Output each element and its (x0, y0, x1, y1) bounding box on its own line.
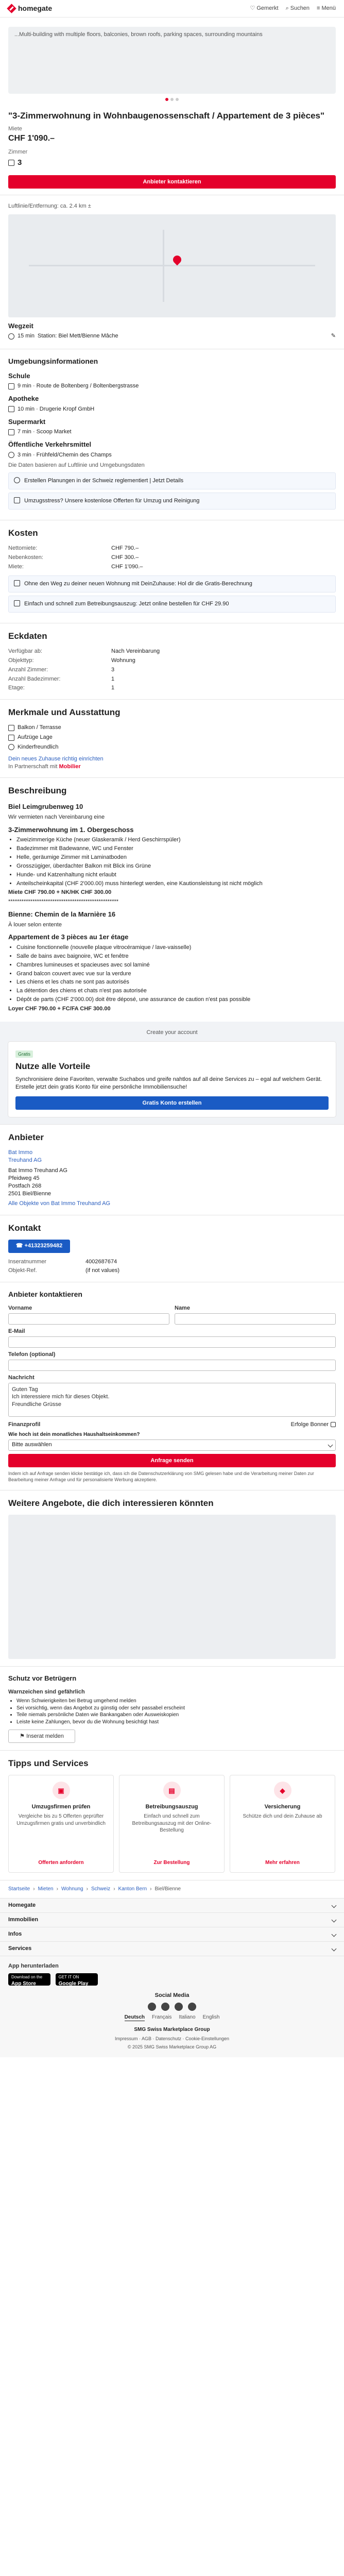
fraud-subtitle: Warnzeichen sind gefährlich (8, 1688, 85, 1695)
breadcrumb-item[interactable]: Schweiz (91, 1886, 111, 1892)
document-icon: ▤ (163, 1782, 181, 1799)
floor-value: 1 (111, 685, 115, 691)
facebook-icon[interactable] (148, 2003, 156, 2011)
description-paragraph: À louer selon entente (8, 921, 62, 928)
accordion-label: Homegate (8, 1902, 36, 1908)
store-big: Google Play (58, 1980, 89, 1987)
social-icons (8, 2003, 336, 2011)
breadcrumb-item[interactable]: Kanton Bern (118, 1886, 147, 1892)
chevron-down-icon (332, 1931, 337, 1937)
accordion-label: Infos (8, 1931, 22, 1937)
image-gallery[interactable] (8, 27, 336, 94)
description-separator: ************************************************** (8, 899, 119, 905)
footer-links[interactable]: Impressum · AGB · Datenschutz · Cookie-Einstellungen (114, 2036, 230, 2041)
list-item: • Salle de bains avec baignoire, WC et fenêtre (16, 953, 336, 960)
public-transport-label: Öffentliche Verkehrsmittel (8, 440, 92, 449)
list-item: • Sei vorsichtig, wenn das Angebot zu günstig oder sehr passabel erscheint (16, 1705, 336, 1712)
flag-icon: ⚑ (20, 1733, 27, 1740)
menu-icon: ≡ (317, 5, 320, 12)
list-item: • Grosszügiger, überdachter Balkon mit Blick ins Grüne (16, 862, 336, 870)
features-title: Merkmale und Ausstattung (8, 707, 121, 718)
partner-brand: Mobilier (59, 763, 81, 770)
heart-icon: ♡ (250, 5, 255, 12)
moving-offer-text: Umzugsstress? Unsere kostenlose Offerten für Umzug und Reinigung (24, 498, 200, 504)
extra-costs-label: Nebenkosten: (8, 554, 43, 561)
rent-label: Miete (8, 126, 22, 132)
tips-carousel (8, 1775, 336, 1873)
message-label: Nachricht (8, 1374, 35, 1381)
income-select-value: Bitte auswählen (12, 1442, 52, 1448)
store-small: Download on the (11, 1974, 43, 1979)
supermarket-value: 7 min · Scoop Market (18, 429, 72, 435)
store-small: GET IT ON (58, 1974, 79, 1979)
phone-number: +41323259482 (24, 1242, 63, 1249)
provider-name-link[interactable]: Bat Immo (8, 1149, 33, 1156)
income-question: Wie hoch ist dein monatliches Haushaltseinkommen? (8, 1432, 140, 1438)
list-item: • La détention des chiens et chats n'est pas autorisée (16, 987, 336, 995)
gallery-dot[interactable] (170, 98, 174, 101)
description-rent: Miete CHF 790.00 + NK/HK CHF 300.00 (8, 889, 112, 896)
listing-number-value: 4002687674 (85, 1258, 117, 1265)
debt-record-text: Einfach und schnell zum Betreibungsauszug: Jetzt online bestellen für CHF 29.90 (24, 601, 229, 607)
school-icon (8, 383, 14, 389)
list-item: • Cuisine fonctionnelle (nouvelle plaque vitrocéramique / lave-vaisselle) (16, 944, 336, 952)
tip-card[interactable] (8, 1775, 114, 1873)
phone-icon: ☎ (15, 1242, 25, 1249)
gallery-dot[interactable] (165, 98, 168, 101)
available-value: Nach Vereinbarung (111, 648, 160, 655)
breadcrumb-item[interactable]: Mieten (38, 1886, 54, 1892)
calculator-icon (14, 580, 20, 586)
message-textarea[interactable]: Guten Tag Ich interessiere mich für dieses Objekt. Freundliche Grüsse (8, 1383, 336, 1417)
list-item: • Les chiens et les chats ne sont pas autorisés (16, 978, 336, 986)
keydata-title: Eckdaten (8, 631, 47, 641)
calculation-text: Ohne den Weg zu deiner neuen Wohnung mit DeinZuhause: Hol dir die Gratis-Berechnung (24, 581, 252, 587)
language-switcher (8, 2014, 336, 2022)
menu-link[interactable] (317, 5, 336, 12)
firstname-label: Vorname (8, 1305, 32, 1312)
features-section (0, 699, 344, 777)
smg-name: SMG Swiss Marketplace Group (134, 2027, 210, 2033)
top-header (0, 0, 344, 18)
net-rent-value: CHF 790.– (111, 545, 139, 551)
gallery-caption: ...Multi-building with multiple floors, balconies, brown roofs, parking spaces, surrounding mountains (14, 31, 263, 38)
account-promo (0, 1022, 344, 1124)
school-label: Schule (8, 371, 30, 380)
available-label: Verfügbar ab: (8, 648, 43, 655)
transit-icon (8, 333, 14, 340)
header-nav (250, 5, 336, 12)
list-item: • Hunde- und Katzenhaltung nicht erlaubt (16, 871, 336, 879)
contact-provider-button[interactable]: Anbieter kontaktieren (8, 175, 336, 189)
language-it[interactable]: Italiano (179, 2014, 196, 2020)
costs-table (8, 545, 336, 571)
tip-title: Versicherung (264, 1804, 301, 1810)
footer-accordion-homegate[interactable] (0, 1898, 344, 1912)
fraud-section (0, 1666, 344, 1750)
phone-input[interactable] (8, 1360, 336, 1371)
gross-rent-label: Miete: (8, 563, 24, 570)
object-ref-value: (if not values) (85, 1267, 120, 1274)
description-section (0, 777, 344, 1021)
elevator-icon (8, 735, 14, 741)
provider-address: 2501 Biel/Bienne (8, 1190, 51, 1197)
listing-number-label: Inseratnummer (8, 1258, 46, 1265)
costs-title: Kosten (8, 528, 38, 538)
truck-icon (14, 497, 20, 503)
bathrooms-label: Anzahl Badezimmer: (8, 675, 61, 682)
footer-accordion-infos[interactable] (0, 1927, 344, 1941)
google-play-badge[interactable] (56, 1973, 98, 1986)
bus-icon (8, 452, 14, 458)
chevron-down-icon (328, 1443, 333, 1448)
feature-item: Aufzüge Lage (18, 734, 53, 741)
income-select[interactable] (8, 1439, 336, 1451)
send-request-button[interactable]: Anfrage senden (8, 1454, 336, 1467)
chevron-down-icon (332, 1917, 337, 1922)
moving-offer-box[interactable] (8, 493, 336, 510)
tip-description: Vergleiche bis zu 5 Offerten geprüfter Umzugsfirmen gratis und unverbindlich (16, 1814, 106, 1826)
surroundings-note: Die Daten basieren auf Luftlinie und Umgebungsdaten (8, 462, 145, 469)
tip-title: Betreibungsauszug (145, 1804, 198, 1810)
provider-address: Postfach 268 (8, 1183, 42, 1190)
rooms-label: Zimmer (8, 148, 28, 155)
saved-label: Gemerkt (256, 5, 279, 12)
edit-icon[interactable]: ✎ (331, 333, 336, 340)
pharmacy-icon (8, 406, 14, 412)
info-icon (14, 477, 20, 483)
listing-title: "3-Zimmerwohnung in Wohnbaugenossenschaft / Appartement de 3 pièces" (8, 111, 325, 121)
object-ref-label: Objekt-Ref. (8, 1267, 37, 1274)
finance-profile-label: Finanzprofil (8, 1421, 41, 1428)
list-item: • Grand balcon couvert avec vue sur la verdure (16, 970, 336, 978)
promo-title: Nutze alle Vorteile (15, 1061, 91, 1072)
rooms-count-label: Anzahl Zimmer: (8, 666, 48, 673)
language-en[interactable]: English (202, 2014, 220, 2020)
fraud-title: Schutz vor Betrügern (8, 1674, 77, 1683)
legal-text: Indem ich auf Anfrage senden klicke bestätige ich, dass ich die Datenschutzerklärung von SMG gelesen habe und die Verarbeitung meiner Daten zur Bearbeitung meiner Anfrage und für personalisierte Werbung akzeptiere. (8, 1470, 314, 1483)
language-fr[interactable]: Français (152, 2014, 172, 2020)
planning-info-box[interactable] (8, 472, 336, 489)
promo-card (8, 1042, 336, 1117)
tip-link[interactable]: Zur Bestellung (153, 1859, 190, 1866)
tip-link[interactable]: Mehr erfahren (265, 1859, 300, 1866)
search-label: Suchen (290, 5, 310, 12)
child-icon (8, 744, 14, 750)
tip-card[interactable] (119, 1775, 225, 1873)
floor-label: Etage: (8, 685, 25, 691)
form-title: Anbieter kontaktieren (8, 1290, 82, 1299)
description-subtitle: Appartement de 3 pièces au 1er étage (8, 933, 129, 941)
lastname-input[interactable] (175, 1313, 336, 1325)
provider-sub-link[interactable]: Treuhand AG (8, 1157, 42, 1163)
phone-button[interactable] (8, 1240, 70, 1253)
tips-title: Tipps und Services (8, 1758, 89, 1769)
copyright: © 2025 SMG Swiss Marketplace Group AG (127, 2044, 217, 2049)
description-title: Beschreibung (8, 786, 67, 796)
breadcrumb-item[interactable]: Startseite (8, 1886, 30, 1892)
keydata-table (8, 648, 336, 692)
pharmacy-label: Apotheke (8, 395, 39, 403)
list-item: • Helle, geräumige Zimmer mit Laminatboden (16, 854, 336, 861)
description-paragraph: Wir vermieten nach Vereinbarung eine (8, 814, 105, 820)
saved-link[interactable] (250, 5, 279, 12)
feature-item: Kinderfreundlich (18, 743, 59, 750)
rooms-count-value: 3 (111, 666, 115, 673)
school-value: 9 min · Route de Boltenberg / Boltenbergstrasse (18, 383, 139, 389)
location-section (0, 195, 344, 349)
list-item: • Zweizimmerige Küche (neuer Glaskeramik / Herd Geschirrspüler) (16, 836, 336, 844)
transit-time: 15 min (18, 333, 35, 340)
chevron-right-icon: › (33, 1886, 35, 1892)
supermarket-label: Supermarkt (8, 417, 46, 426)
lastname-label: Name (175, 1305, 190, 1312)
footer-accordion-properties[interactable] (0, 1912, 344, 1927)
costs-section (0, 520, 344, 623)
location-pin-icon (171, 253, 183, 265)
bathrooms-value: 1 (111, 675, 115, 682)
description-list-de (16, 836, 336, 887)
youtube-icon[interactable] (188, 2003, 196, 2011)
chevron-down-icon (332, 1903, 337, 1908)
more-offers-section (0, 1490, 344, 1666)
description-subtitle: Biel Leimgrubenweg 10 (8, 803, 83, 811)
app-store-badge[interactable] (8, 1973, 50, 1986)
net-rent-label: Nettomiete: (8, 545, 38, 551)
app-download-title: App herunterladen (8, 1962, 59, 1969)
accordion-label: Services (8, 1945, 32, 1952)
provider-title: Anbieter (8, 1132, 44, 1142)
gross-rent-value: CHF 1'090.– (111, 563, 143, 570)
contact-section (0, 1215, 344, 1282)
search-link[interactable] (286, 5, 309, 12)
description-list-fr (16, 944, 336, 1004)
pharmacy-value: 10 min · Drugerie Kropf GmbH (18, 405, 95, 412)
search-icon: ⌕ (285, 5, 289, 12)
tip-title: Umzugsfirmen prüfen (31, 1804, 91, 1810)
checkbox[interactable] (331, 1422, 336, 1427)
rooms-icon (8, 160, 14, 166)
transit-label: Wegzeit (8, 321, 33, 330)
surroundings-title: Umgebungsinformationen (8, 357, 98, 366)
provider-section (0, 1124, 344, 1215)
tip-link[interactable]: Offerten anfordern (38, 1859, 84, 1866)
list-item: • Leiste keine Zahlungen, bevor du die Wohnung besichtigt hast (16, 1719, 336, 1726)
footer-accordion-services[interactable] (0, 1941, 344, 1956)
firstname-input[interactable] (8, 1313, 169, 1325)
public-transport-value: 3 min · Frühfeld/Chemin des Champs (18, 451, 112, 458)
finance-profile-value: Erfolge Bonner (290, 1421, 329, 1428)
tips-section (0, 1750, 344, 1880)
calculation-box[interactable] (8, 575, 336, 592)
location-map[interactable] (8, 214, 336, 317)
contact-form (0, 1282, 344, 1490)
footer (0, 1898, 344, 2057)
chevron-down-icon (332, 1946, 337, 1951)
chevron-right-icon: › (113, 1886, 115, 1892)
store-big: App Store (11, 1980, 36, 1987)
menu-label: Menü (321, 5, 336, 12)
description-subtitle: 3-Zimmerwohnung im 1. Obergeschoss (8, 825, 134, 834)
balcony-icon (8, 725, 14, 731)
keydata-section (0, 623, 344, 699)
gallery-dots (0, 98, 344, 101)
supermarket-icon (8, 429, 14, 435)
social-title: Social Media (154, 1992, 190, 1998)
description-rent: Loyer CHF 790.00 + FC/FA CHF 300.00 (8, 1005, 111, 1012)
list-item: • Anteilscheinkapital (CHF 2'000.00) muss hinterlegt werden, eine Kautionsleistung ist nicht möglich (16, 880, 336, 888)
promo-overline: Create your account (146, 1029, 198, 1036)
instagram-icon[interactable] (161, 2003, 169, 2011)
shield-icon: ◆ (274, 1782, 291, 1799)
planning-info-text: Erstellen Planungen in der Schweiz reglementiert | Jetzt Details (24, 478, 184, 484)
tip-card[interactable] (230, 1775, 335, 1873)
breadcrumb (0, 1880, 344, 1898)
list-item: • Chambres lumineuses et spacieuses avec sol laminé (16, 961, 336, 969)
email-input[interactable] (8, 1336, 336, 1348)
debt-record-box[interactable] (8, 596, 336, 613)
create-account-button[interactable]: Gratis Konto erstellen (15, 1096, 329, 1110)
tip-description: Einfach und schnell zum Betreibungsauszug mit der Online-Bestellung (132, 1814, 212, 1834)
promo-badge: Gratis (15, 1050, 33, 1058)
brand-name: homegate (18, 4, 53, 13)
transit-stop: Station: Biel Mett/Bienne Mâche (38, 333, 118, 340)
tip-description: Schütze dich und dein Zuhause ab (243, 1814, 322, 1820)
type-label: Objekttyp: (8, 657, 34, 664)
feature-item: Balkon / Terrasse (18, 724, 61, 731)
type-value: Wohnung (111, 657, 135, 664)
furnish-link[interactable]: Dein neues Zuhause richtig einrichten (8, 755, 104, 762)
breadcrumb-item[interactable]: Wohnung (61, 1886, 83, 1892)
chevron-right-icon: › (56, 1886, 58, 1892)
more-offers-title: Weitere Angebote, die dich interessieren könnten (8, 1498, 214, 1509)
linkedin-icon[interactable] (175, 2003, 183, 2011)
email-label: E-Mail (8, 1328, 25, 1334)
contact-title: Kontakt (8, 1223, 41, 1233)
report-label: Inserat melden (26, 1733, 64, 1740)
gallery-dot[interactable] (176, 98, 179, 101)
offers-carousel[interactable] (8, 1515, 336, 1659)
breadcrumb-current: Biel/Bienne (154, 1886, 181, 1892)
description-subtitle: Bienne: Chemin de la Marnière 16 (8, 910, 116, 919)
rent-value: CHF 1'090.– (8, 134, 55, 143)
moving-box-icon: ▣ (53, 1782, 70, 1799)
report-listing-button[interactable] (8, 1730, 75, 1743)
provider-address: Pfeidweg 45 (8, 1175, 40, 1182)
surroundings-section (0, 349, 344, 520)
document-icon (14, 600, 20, 606)
promo-text: Synchronisiere deine Favoriten, verwalte Suchabos und greife nahtlos auf all deine Services zu – egal auf welchem Gerät. Erstelle jetzt dein gratis Konto für eine persönliche Immobiliensuche! (15, 1076, 322, 1090)
list-item: • Wenn Schwierigkeiten bei Betrug umgehend melden (16, 1698, 336, 1705)
rooms-value: 3 (18, 158, 22, 167)
provider-address: Bat Immo Treuhand AG (8, 1167, 67, 1174)
list-item: • Dépôt de parts (CHF 2'000.00) doit être déposé, une assurance de caution n'est pas possible (16, 996, 336, 1004)
accordion-label: Immobilien (8, 1917, 39, 1923)
contact-refs (8, 1258, 336, 1275)
distance-label: Luftlinie/Entfernung: ca. 2.4 km ± (8, 202, 91, 209)
logo-icon (7, 4, 16, 13)
extra-costs-value: CHF 300.– (111, 554, 139, 561)
list-item: • Badezimmer mit Badewanne, WC und Fenster (16, 845, 336, 853)
chevron-right-icon: › (150, 1886, 152, 1892)
listing-summary (0, 105, 344, 195)
partner-label: In Partnerschaft mit (8, 763, 58, 770)
chevron-right-icon: › (86, 1886, 88, 1892)
list-item: • Teile niemals persönliche Daten wie Bankangaben oder Ausweiskopien (16, 1711, 336, 1719)
provider-listings-link[interactable]: Alle Objekte von Bat Immo Treuhand AG (8, 1200, 111, 1207)
language-de[interactable]: Deutsch (125, 2014, 145, 2022)
homegate-logo[interactable] (8, 4, 52, 13)
phone-label: Telefon (optional) (8, 1351, 56, 1358)
